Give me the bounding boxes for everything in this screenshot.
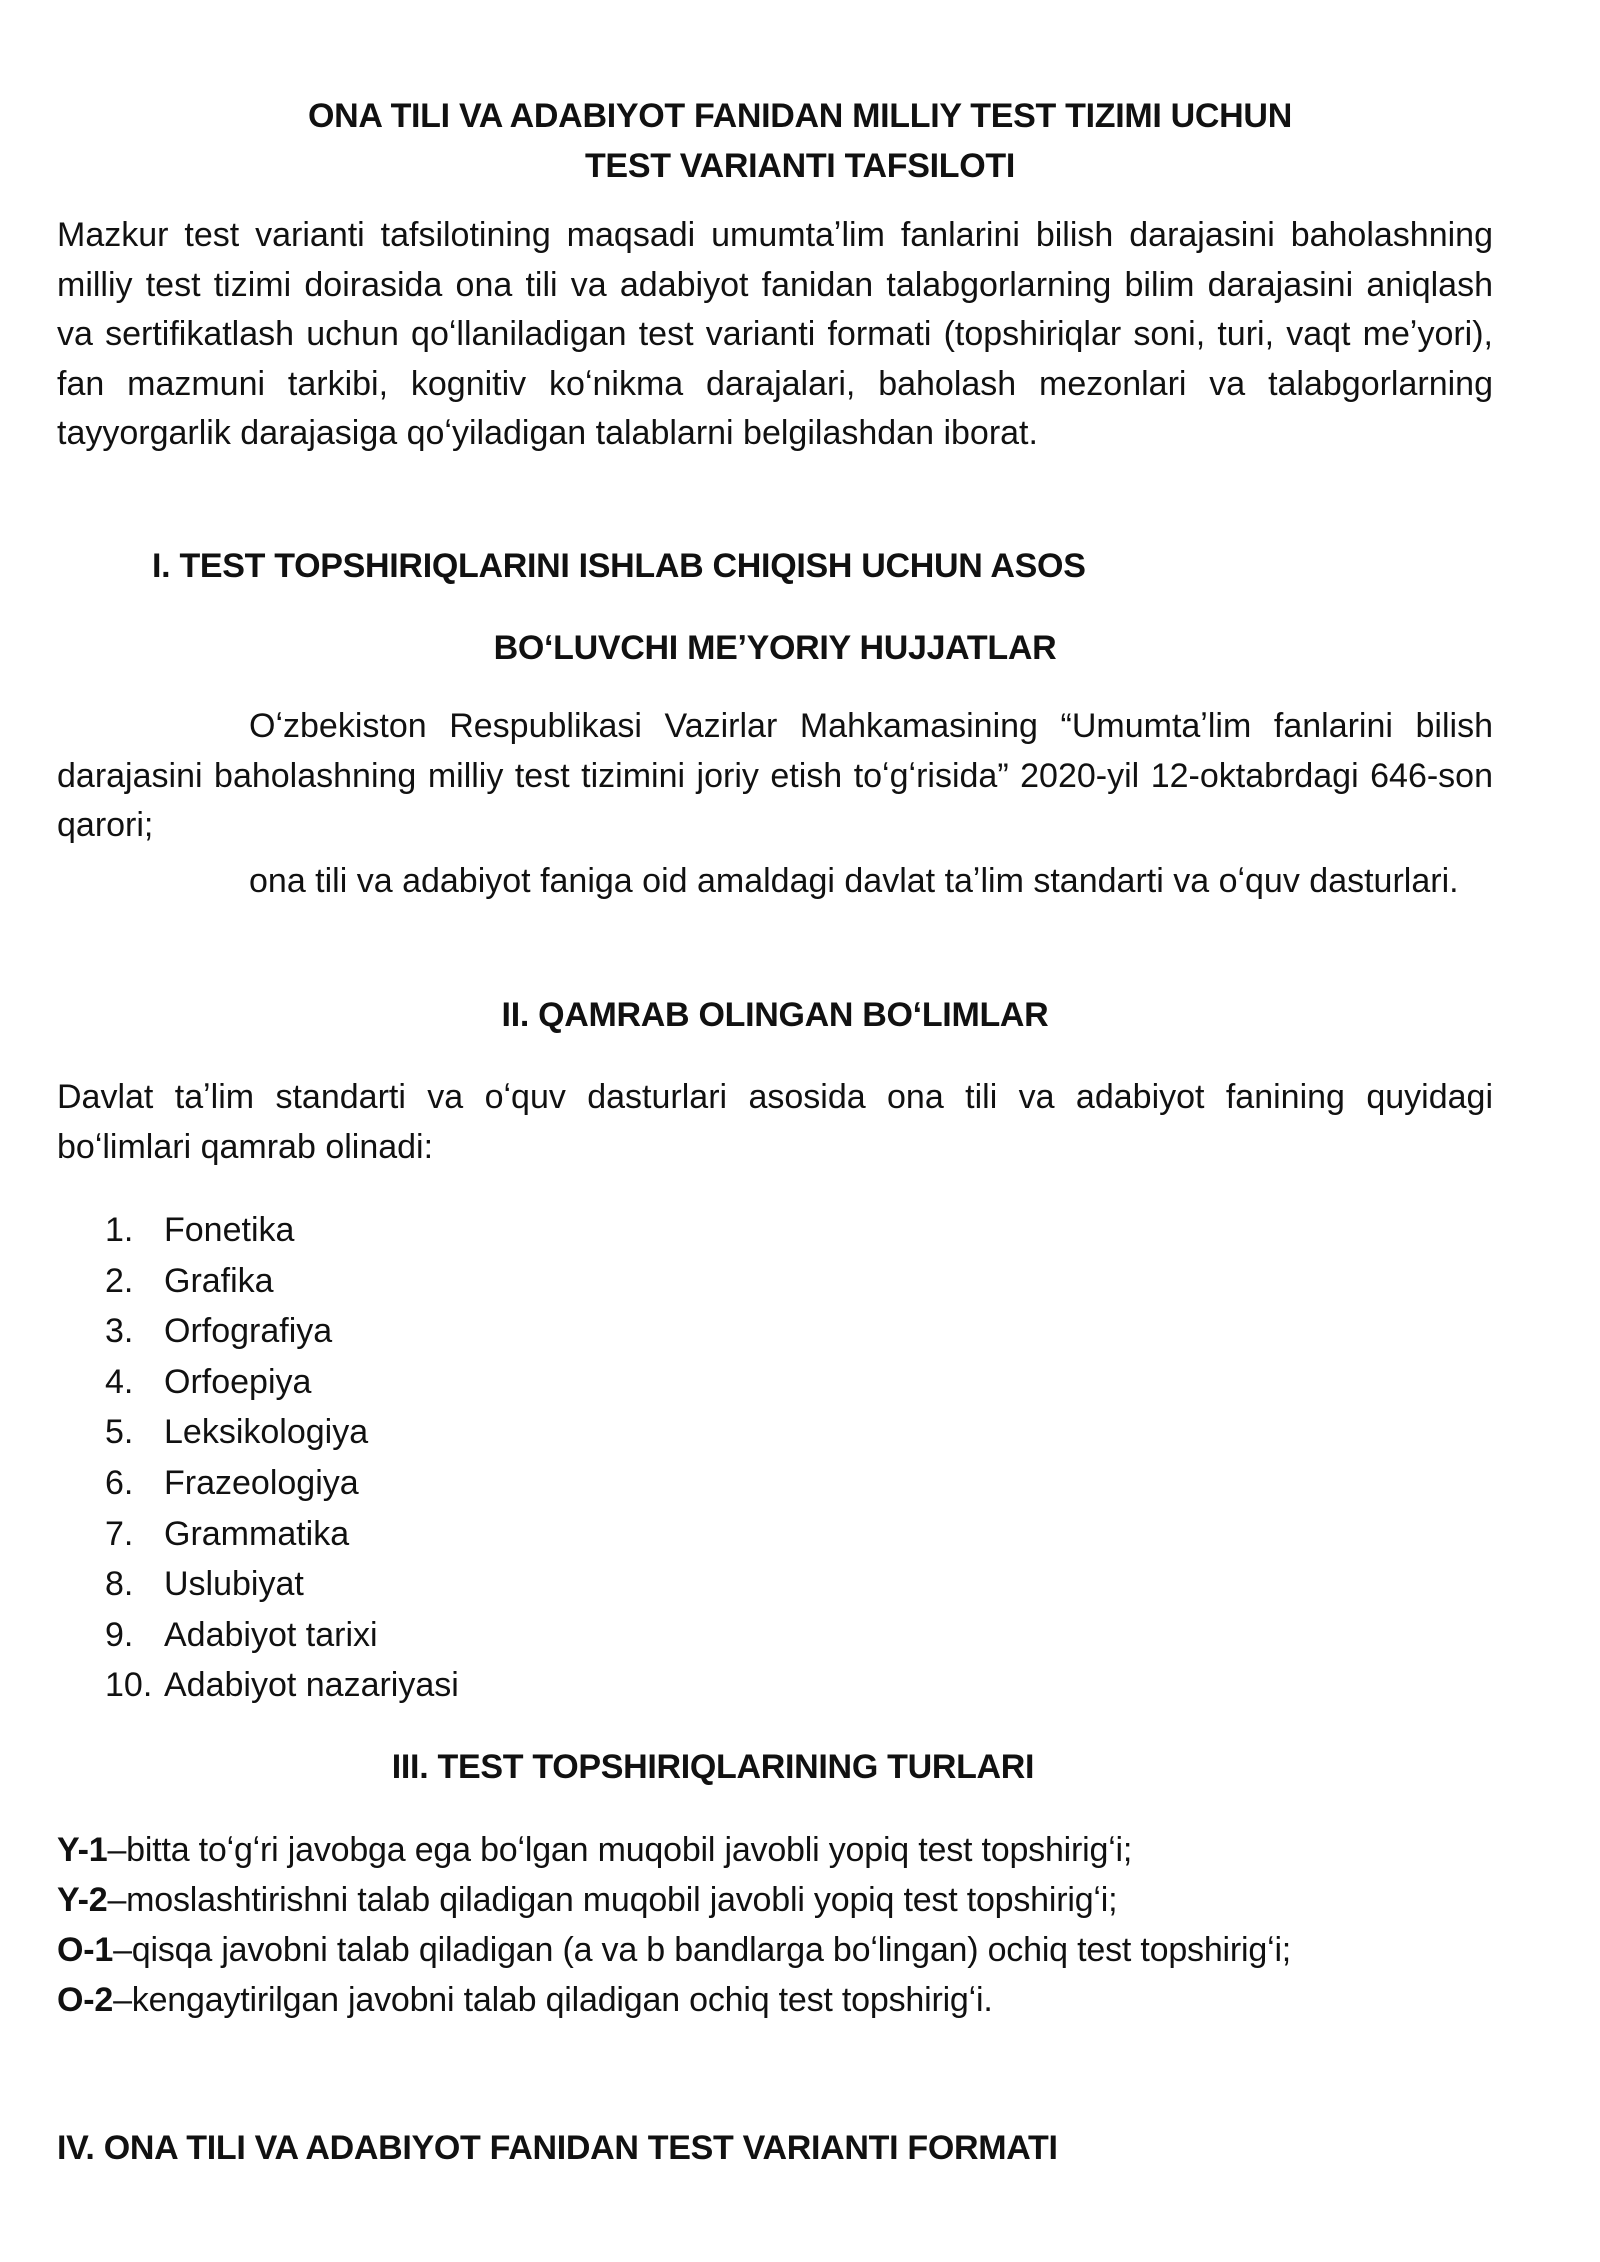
section-2-heading: II. QAMRAB OLINGAN BOʻLIMLAR [501, 996, 1049, 1034]
task-type-row [57, 1925, 1291, 1975]
title-line-2: TEST VARIANTI TAFSILOTI [584, 147, 1016, 185]
list-item-label: Orfografiya [164, 1312, 333, 1351]
list-item-number: 4. [105, 1362, 134, 1401]
task-type-description: –moslashtirishni talab qiladigan muqobil javobli yopiq test topshirigʻi; [107, 1881, 1118, 1919]
list-item [105, 1559, 459, 1610]
section-1-heading-line-1: I. TEST TOPSHIRIQLARINI ISHLAB CHIQISH UCHUN ASOS [152, 547, 1086, 585]
section-3-heading: III. TEST TOPSHIRIQLARINING TURLARI [391, 1748, 1035, 1786]
section-1-heading-line-2: BOʻLUVCHI MEʼYORIY HUJJATLAR [493, 629, 1057, 667]
list-item [105, 1306, 459, 1357]
list-item-label: Grafika [164, 1261, 274, 1300]
document-title [0, 91, 1600, 191]
section-1-paragraph-1 [57, 702, 1493, 851]
list-item-label: Fonetika [164, 1211, 295, 1249]
list-item-number: 8. [105, 1565, 134, 1604]
list-item-number: 6. [105, 1463, 134, 1502]
task-type-code: Y-1 [57, 1831, 108, 1869]
list-item [105, 1458, 459, 1509]
list-item [105, 1205, 459, 1256]
list-item-number: 10. [105, 1666, 153, 1705]
section-2-intro: Davlat taʼlim standarti va oʻquv dasturlari asosida ona tili va adabiyot fanining quyidagi boʻlimlari qamrab olinadi: [57, 1078, 1493, 1166]
section-1-paragraph-2-text: ona tili va adabiyot faniga oid amaldagi davlat taʼlim standarti va oʻquv dasturlari. [249, 862, 1459, 900]
list-item-number: 7. [105, 1514, 134, 1553]
task-type-description: –kengaytirilgan javobni talab qiladigan ochiq test topshirigʻi. [113, 1981, 993, 2019]
title-line-1: ONA TILI VA ADABIYOT FANIDAN MILLIY TEST TIZIMI UCHUN [308, 97, 1292, 135]
list-item-label: Orfoepiya [164, 1362, 312, 1401]
task-type-code: Y-2 [57, 1881, 108, 1919]
task-type-row [57, 1825, 1291, 1875]
list-item-label: Leksikologiya [164, 1413, 369, 1452]
list-item [105, 1357, 459, 1408]
list-item-number: 1. [105, 1211, 134, 1249]
sections-list [105, 1205, 459, 1711]
list-item [105, 1407, 459, 1458]
list-item-number: 9. [105, 1615, 134, 1654]
list-item-number: 2. [105, 1261, 134, 1300]
task-type-code: O-1 [57, 1931, 114, 1969]
section-1-paragraph-1-text: Oʻzbekiston Respublikasi Vazirlar Mahkamasining “Umumtaʼlim fanlarini bilish darajasini baholashning milliy test tizimini joriy etish toʻgʻrisida” 2020-yil 12-oktabrdagi 646-son qarori; [57, 707, 1493, 844]
list-item-label: Uslubiyat [164, 1565, 304, 1604]
task-type-description: –bitta toʻgʻri javobga ega boʻlgan muqobil javobli yopiq test topshirigʻi; [107, 1831, 1133, 1869]
list-item-number: 5. [105, 1413, 134, 1452]
task-type-code: O-2 [57, 1981, 114, 2019]
list-item [105, 1256, 459, 1307]
section-4-heading: IV. ONA TILI VA ADABIYOT FANIDAN TEST VARIANTI FORMATI [57, 2129, 1058, 2167]
list-item-label: Adabiyot tarixi [164, 1615, 378, 1654]
list-item-label: Adabiyot nazariyasi [164, 1666, 459, 1705]
task-type-row [57, 1975, 1291, 2025]
intro-paragraph: Mazkur test varianti tafsilotining maqsadi umumtaʼlim fanlarini bilish darajasini baholashning milliy test tizimi doirasida ona tili va adabiyot fanidan talabgorlarning bilim darajasini aniqlash va sertifikatlash uchun qoʻllaniladigan test varianti formati (topshiriqlar soni, turi, vaqt meʼyori), fan mazmuni tarkibi, kognitiv koʻnikma darajalari, baholash mezonlari va talabgorlarning tayyorgarlik darajasiga qoʻyiladigan talablarni belgilashdan iborat. [57, 216, 1493, 452]
task-types-list [57, 1825, 1291, 2025]
list-item-label: Grammatika [164, 1514, 350, 1553]
list-item [105, 1660, 459, 1711]
section-1-paragraph-2 [57, 857, 1493, 907]
list-item-number: 3. [105, 1312, 134, 1351]
list-item-label: Frazeologiya [164, 1463, 359, 1502]
list-item [105, 1509, 459, 1560]
task-type-description: –qisqa javobni talab qiladigan (a va b bandlarga boʻlingan) ochiq test topshirigʻi; [113, 1931, 1292, 1969]
list-item [105, 1610, 459, 1661]
task-type-row [57, 1875, 1291, 1925]
